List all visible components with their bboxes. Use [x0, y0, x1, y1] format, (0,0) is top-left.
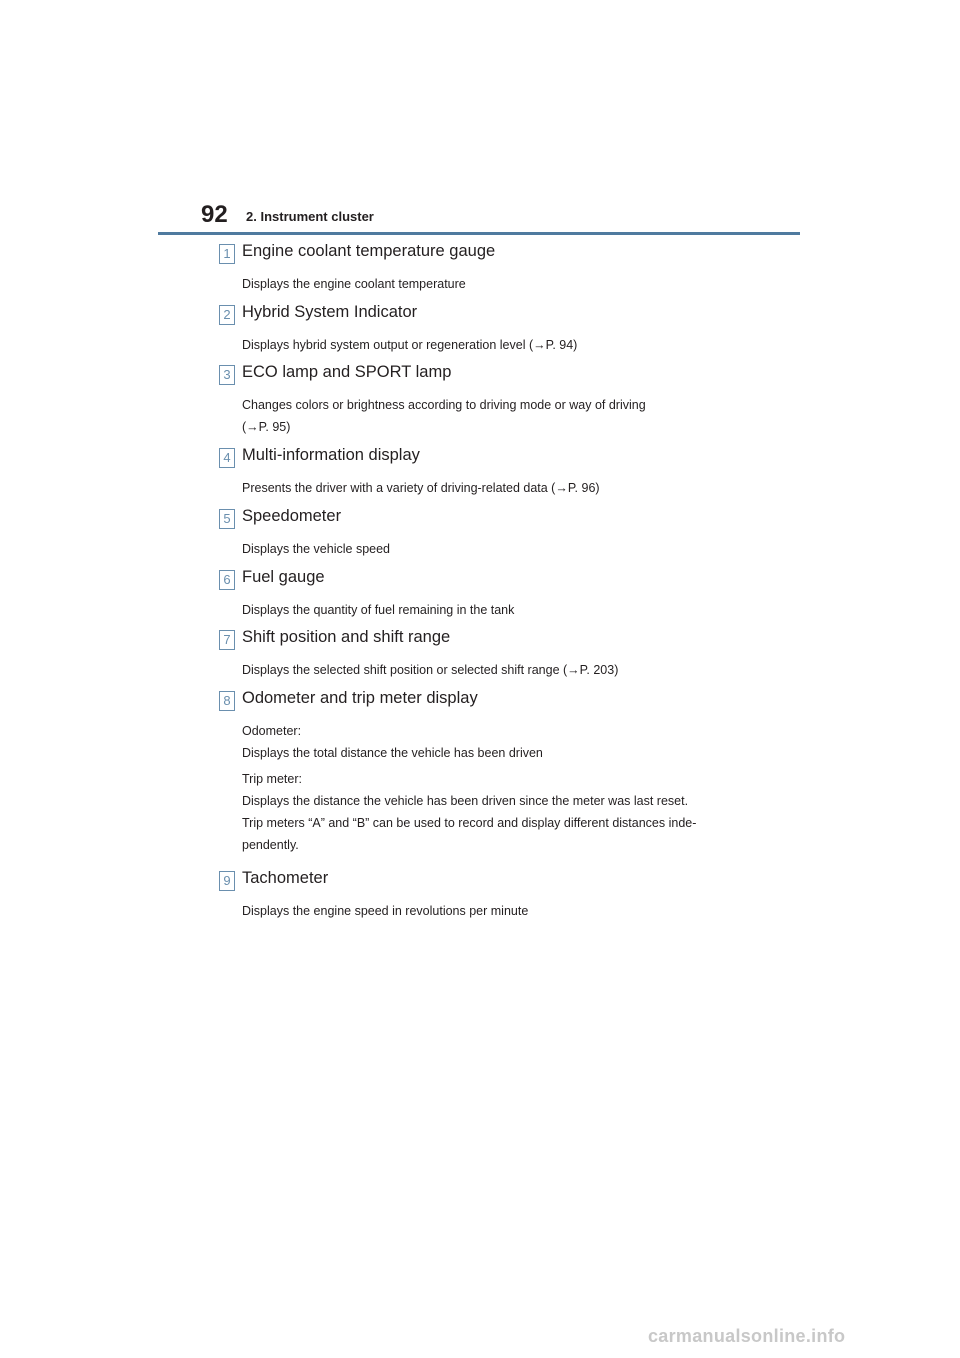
item-description	[242, 394, 762, 438]
description-line: Displays the engine coolant temperature	[242, 277, 466, 291]
description-line: Displays the vehicle speed	[242, 542, 390, 556]
section-title: 2. Instrument cluster	[246, 209, 374, 224]
item-number-box: 9	[219, 871, 235, 891]
description-line: Trip meters “A” and “B” can be used to record and display different distances inde-	[242, 816, 697, 830]
description-line: Odometer:	[242, 724, 302, 738]
description-line: Displays the engine speed in revolutions per minute	[242, 904, 529, 918]
item-title: Shift position and shift range	[242, 628, 451, 646]
item-title: ECO lamp and SPORT lamp	[242, 363, 452, 381]
description-line: Displays the selected shift position or selected shift range (→P. 203)	[242, 663, 619, 677]
item-title: Odometer and trip meter display	[242, 689, 478, 707]
item-description	[242, 599, 762, 621]
item-number-box: 7	[219, 630, 235, 650]
item-title: Speedometer	[242, 507, 342, 525]
item-number-box: 3	[219, 365, 235, 385]
item-description	[242, 334, 762, 356]
item-number-box: 6	[219, 570, 235, 590]
page-number: 92	[201, 201, 228, 228]
description-line: pendently.	[242, 838, 299, 852]
item-description	[242, 900, 762, 922]
item-title: Multi-information display	[242, 446, 420, 464]
description-line: Displays hybrid system output or regeneration level (→P. 94)	[242, 338, 578, 352]
description-line: (→P. 95)	[242, 420, 291, 434]
watermark: carmanualsonline.info	[648, 1326, 846, 1346]
header-rule	[158, 232, 800, 235]
item-title: Hybrid System Indicator	[242, 303, 418, 321]
item-description	[242, 720, 762, 856]
item-number-box: 1	[219, 244, 235, 264]
description-line: Trip meter:	[242, 772, 302, 786]
description-line: Displays the quantity of fuel remaining in the tank	[242, 603, 515, 617]
item-number-box: 5	[219, 509, 235, 529]
item-number-box: 2	[219, 305, 235, 325]
item-number-box: 8	[219, 691, 235, 711]
description-line: Presents the driver with a variety of driving-related data (→P. 96)	[242, 481, 600, 495]
item-title: Tachometer	[242, 869, 329, 887]
item-title: Fuel gauge	[242, 568, 325, 586]
item-description	[242, 538, 762, 560]
item-title: Engine coolant temperature gauge	[242, 242, 496, 260]
description-line: Displays the total distance the vehicle has been driven	[242, 746, 543, 760]
item-description	[242, 659, 762, 681]
description-line: Changes colors or brightness according to driving mode or way of driving	[242, 398, 646, 412]
item-description	[242, 273, 762, 295]
item-number-box: 4	[219, 448, 235, 468]
item-description	[242, 477, 762, 499]
description-line: Displays the distance the vehicle has been driven since the meter was last reset.	[242, 794, 689, 808]
